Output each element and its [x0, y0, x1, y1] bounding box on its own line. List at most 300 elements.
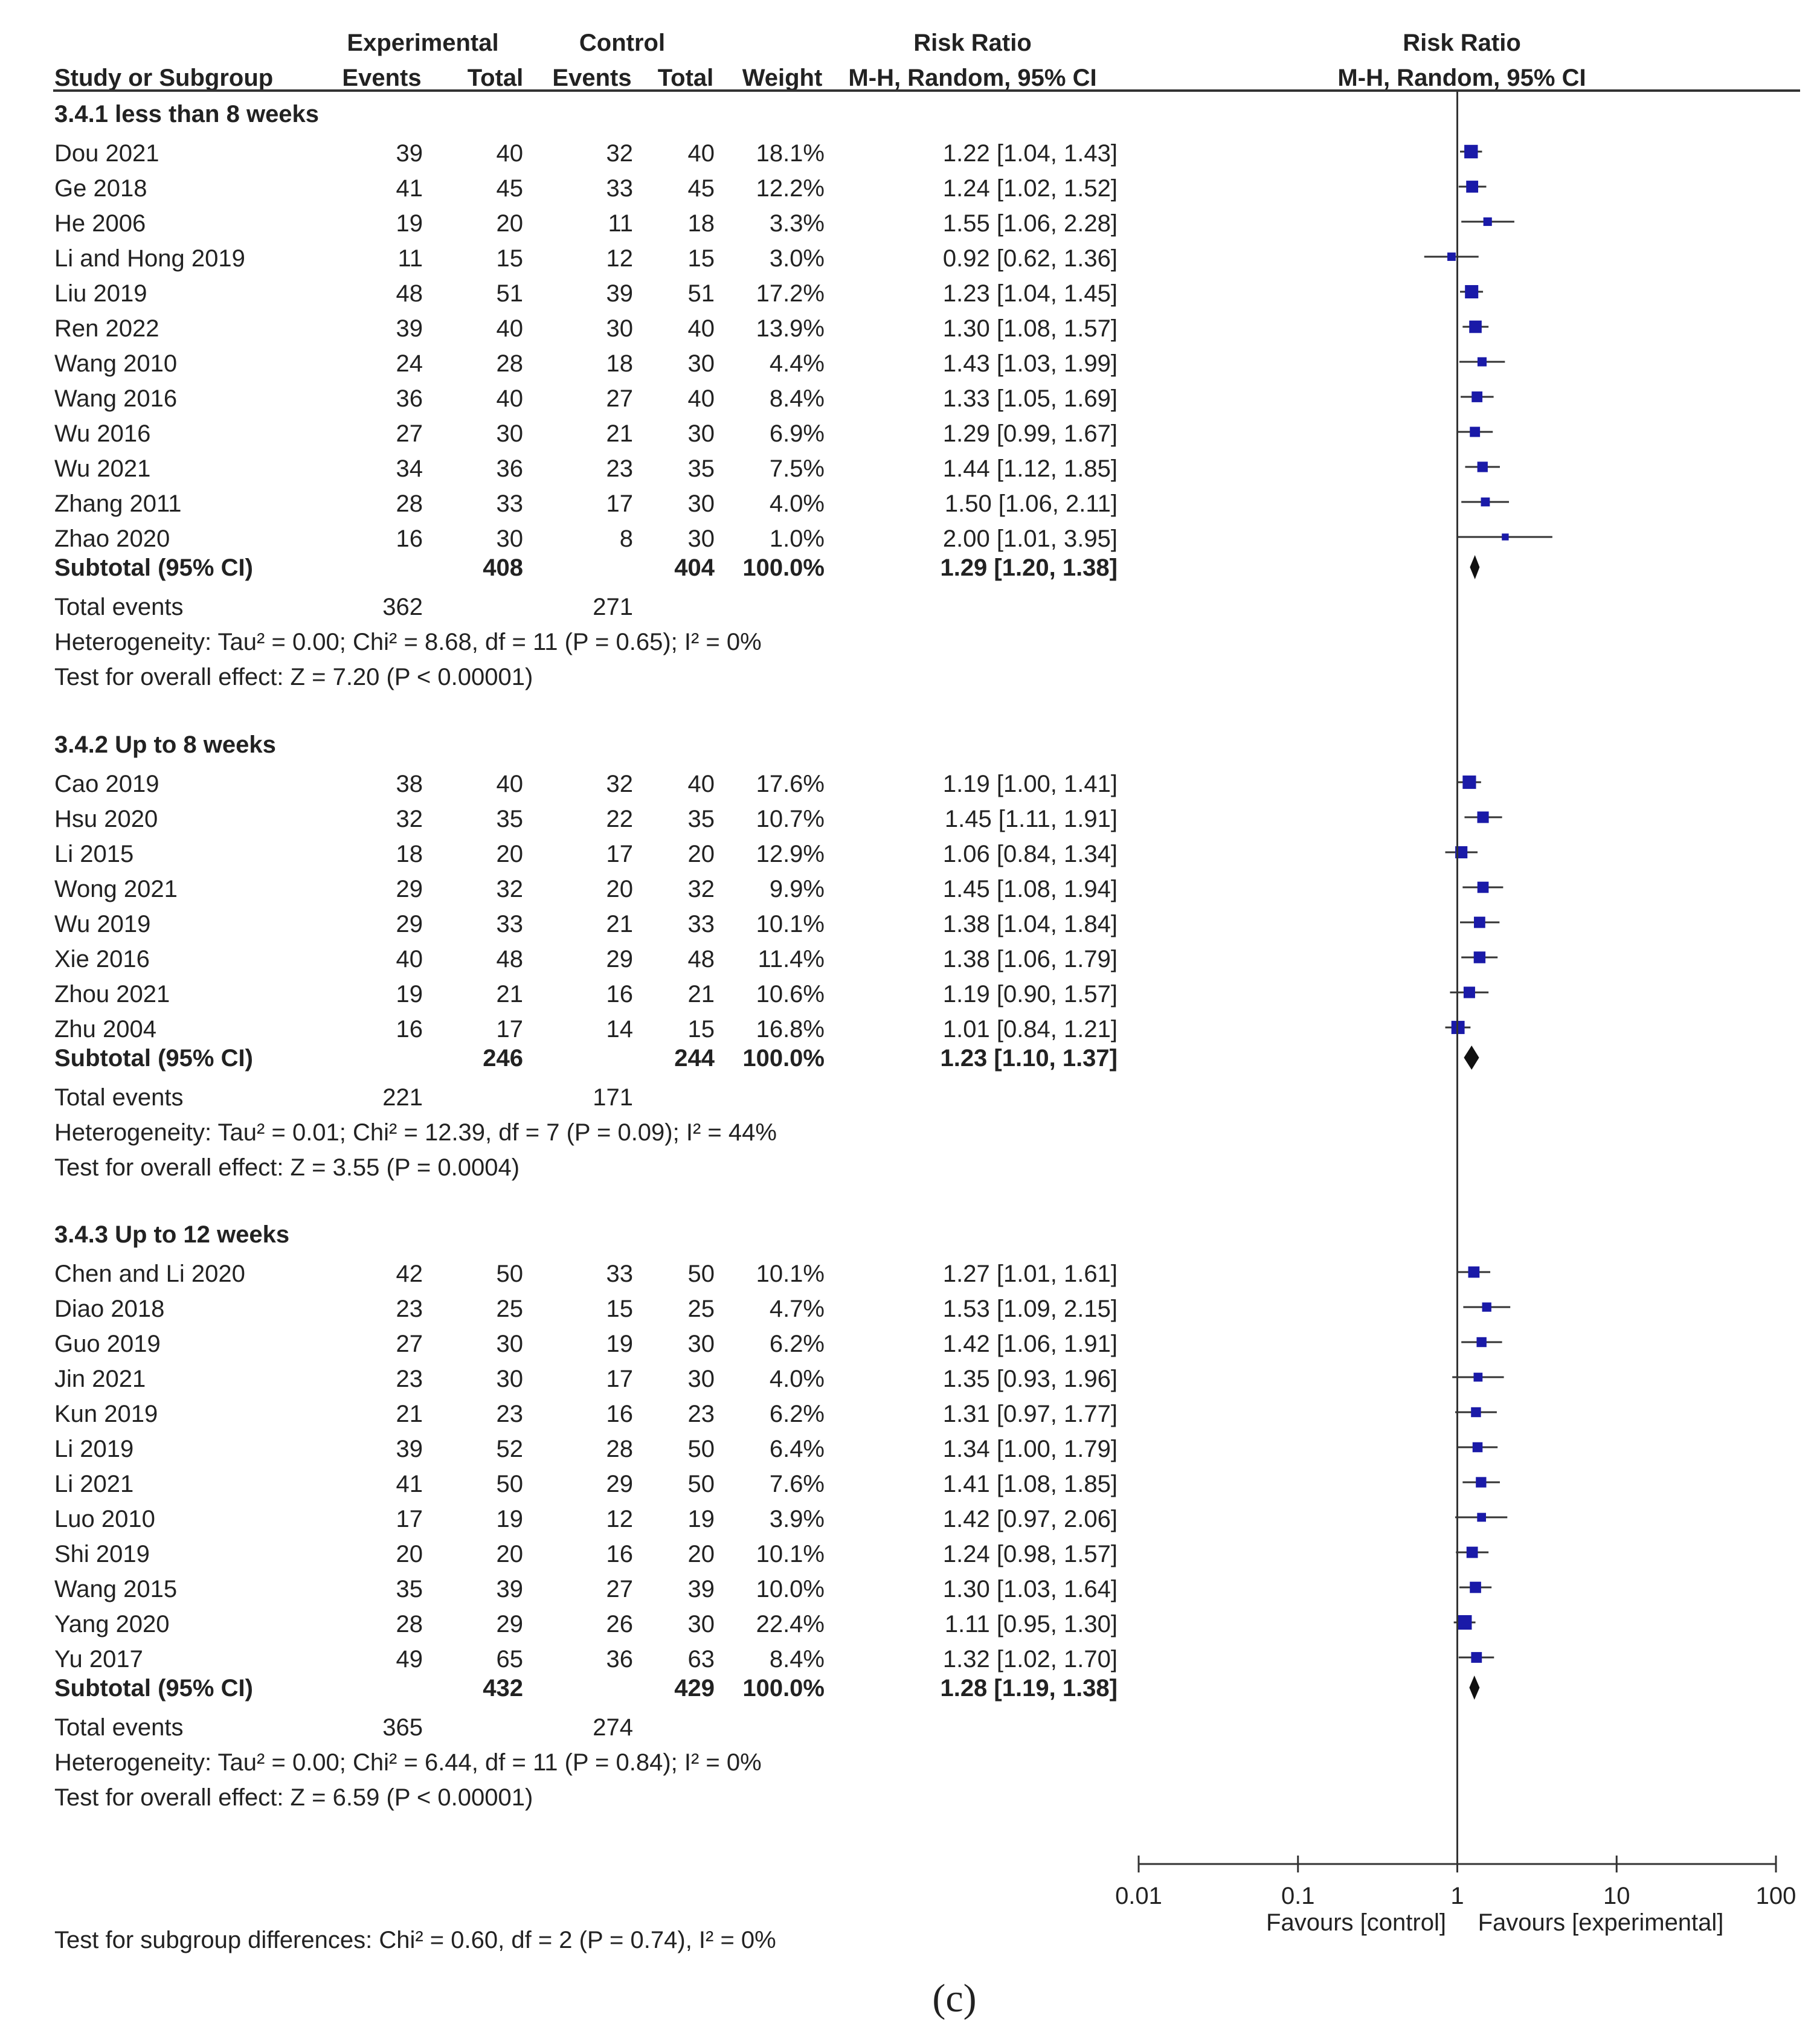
point-estimate-marker [1478, 461, 1488, 472]
exp-total: 21 [496, 981, 523, 1008]
exp-total: 52 [496, 1436, 523, 1462]
exp-total: 17 [496, 1016, 523, 1043]
ctl-events: 14 [606, 1016, 633, 1043]
ctl-events: 32 [606, 771, 633, 797]
exp-events: 35 [396, 1576, 423, 1602]
ci-value: 1.38 [1.06, 1.79] [942, 946, 1118, 972]
ctl-total: 50 [687, 1261, 715, 1287]
exp-total: 29 [496, 1611, 523, 1637]
study-name: Ren 2022 [54, 315, 159, 342]
header-exp-events: Events [342, 65, 422, 91]
ci-value: 1.11 [0.95, 1.30] [944, 1611, 1118, 1637]
weight-value: 11.4% [757, 946, 825, 972]
ci-value: 1.42 [0.97, 2.06] [942, 1506, 1118, 1532]
exp-total: 45 [496, 175, 523, 202]
exp-events: 19 [396, 210, 423, 237]
ci-value: 1.01 [0.84, 1.21] [942, 1016, 1118, 1043]
subtotal-exp-total: 246 [483, 1045, 523, 1072]
figure-caption: (c) [932, 1976, 977, 2020]
exp-events: 39 [396, 140, 423, 167]
ctl-events: 32 [606, 140, 633, 167]
weight-value: 4.7% [769, 1296, 825, 1322]
ci-value: 1.31 [0.97, 1.77] [942, 1401, 1118, 1427]
heterogeneity-text: Heterogeneity: Tau² = 0.01; Chi² = 12.39, df = 7 (P = 0.09); I² = 44% [54, 1119, 777, 1146]
study-name: Liu 2019 [54, 280, 147, 307]
exp-events: 11 [397, 245, 423, 272]
point-estimate-marker [1466, 181, 1478, 193]
subtotal-label: Subtotal (95% CI) [54, 554, 253, 581]
ctl-total: 40 [687, 385, 715, 412]
point-estimate-marker [1447, 252, 1456, 261]
exp-total: 23 [496, 1401, 523, 1427]
ci-value: 1.30 [1.08, 1.57] [942, 315, 1118, 342]
ctl-events: 22 [606, 806, 633, 832]
point-estimate-marker [1471, 1652, 1482, 1663]
header-method-right: M-H, Random, 95% CI [1337, 65, 1586, 91]
total-events-ctl: 271 [593, 594, 633, 620]
exp-total: 32 [496, 876, 523, 902]
point-estimate-marker [1470, 1582, 1481, 1593]
total-events-exp: 365 [382, 1714, 423, 1741]
exp-total: 50 [496, 1471, 523, 1497]
axis-label-experimental: Favours [experimental] [1478, 1909, 1724, 1936]
study-name: Wu 2019 [54, 911, 151, 937]
point-estimate-marker [1478, 357, 1487, 366]
ci-value: 1.24 [0.98, 1.57] [942, 1541, 1118, 1567]
point-estimate-marker [1473, 1442, 1483, 1453]
ctl-events: 12 [606, 245, 633, 272]
weight-value: 16.8% [756, 1016, 825, 1043]
exp-events: 24 [396, 350, 423, 377]
subgroup-title: 3.4.3 Up to 12 weeks [54, 1221, 290, 1248]
ci-value: 1.19 [0.90, 1.57] [942, 981, 1118, 1008]
exp-total: 30 [496, 1366, 523, 1392]
total-events-label: Total events [54, 594, 184, 620]
study-name: Li 2019 [54, 1436, 134, 1462]
weight-value: 10.1% [756, 1261, 825, 1287]
weight-value: 10.1% [756, 911, 825, 937]
header-risk-ratio-left: Risk Ratio [913, 30, 1032, 56]
header-experimental: Experimental [347, 30, 499, 56]
overall-effect-text: Test for overall effect: Z = 7.20 (P < 0.00001) [54, 664, 533, 690]
ctl-events: 21 [606, 911, 633, 937]
exp-total: 40 [496, 771, 523, 797]
ctl-events: 17 [606, 841, 633, 867]
point-estimate-marker [1476, 1337, 1486, 1347]
weight-value: 3.0% [769, 245, 825, 272]
ctl-events: 36 [606, 1646, 633, 1673]
study-name: Zhang 2011 [54, 490, 182, 517]
axis-label-control: Favours [control] [1266, 1909, 1446, 1936]
ctl-events: 12 [606, 1506, 633, 1532]
ctl-total: 30 [687, 420, 715, 447]
study-name: Wang 2015 [54, 1576, 178, 1602]
subtotal-weight: 100.0% [742, 554, 825, 581]
exp-events: 16 [396, 525, 423, 552]
weight-value: 10.0% [756, 1576, 825, 1602]
weight-value: 17.6% [756, 771, 825, 797]
ctl-total: 30 [687, 1611, 715, 1637]
total-events-exp: 362 [382, 594, 423, 620]
ctl-events: 19 [606, 1331, 633, 1357]
ctl-total: 35 [687, 806, 715, 832]
exp-events: 49 [396, 1646, 423, 1673]
ctl-total: 25 [687, 1296, 715, 1322]
ctl-events: 8 [619, 525, 633, 552]
study-name: Yu 2017 [54, 1646, 143, 1673]
ctl-total: 19 [687, 1506, 715, 1532]
subtotal-ctl-total: 429 [674, 1675, 715, 1702]
ctl-events: 28 [606, 1436, 633, 1462]
ctl-events: 16 [606, 1541, 633, 1567]
exp-total: 28 [496, 350, 523, 377]
exp-events: 38 [396, 771, 423, 797]
ci-value: 1.24 [1.02, 1.52] [942, 175, 1118, 202]
exp-events: 18 [396, 841, 423, 867]
study-name: Zhu 2004 [54, 1016, 157, 1043]
ctl-events: 18 [606, 350, 633, 377]
ctl-total: 15 [687, 245, 715, 272]
exp-total: 40 [496, 140, 523, 167]
subtotal-ctl-total: 244 [674, 1045, 715, 1072]
study-name: Dou 2021 [54, 140, 159, 167]
exp-events: 39 [396, 315, 423, 342]
exp-events: 16 [396, 1016, 423, 1043]
exp-events: 42 [396, 1261, 423, 1287]
ci-value: 1.41 [1.08, 1.85] [942, 1471, 1118, 1497]
study-name: Kun 2019 [54, 1401, 158, 1427]
ctl-events: 17 [606, 490, 633, 517]
header-weight: Weight [742, 65, 823, 91]
ctl-total: 21 [687, 981, 715, 1008]
exp-total: 20 [496, 210, 523, 237]
point-estimate-marker [1478, 882, 1489, 893]
point-estimate-marker [1477, 1513, 1486, 1522]
ctl-events: 21 [606, 420, 633, 447]
heterogeneity-text: Heterogeneity: Tau² = 0.00; Chi² = 8.68, df = 11 (P = 0.65); I² = 0% [54, 629, 762, 655]
ci-value: 1.33 [1.05, 1.69] [942, 385, 1118, 412]
point-estimate-marker [1482, 1302, 1491, 1311]
ctl-total: 48 [687, 946, 715, 972]
study-name: Hsu 2020 [54, 806, 158, 832]
exp-events: 41 [396, 1471, 423, 1497]
pooled-estimate-diamond [1469, 1676, 1479, 1700]
x-axis [1115, 91, 1796, 1909]
header-method-left: M-H, Random, 95% CI [848, 65, 1097, 91]
heterogeneity-text: Heterogeneity: Tau² = 0.00; Chi² = 6.44, df = 11 (P = 0.84); I² = 0% [54, 1749, 762, 1776]
weight-value: 4.0% [769, 1366, 825, 1392]
ctl-events: 11 [608, 210, 633, 237]
exp-total: 33 [496, 911, 523, 937]
study-name: Jin 2021 [54, 1366, 146, 1392]
header-risk-ratio-right: Risk Ratio [1403, 30, 1521, 56]
subtotal-label: Subtotal (95% CI) [54, 1045, 253, 1072]
weight-value: 10.6% [756, 981, 825, 1008]
subgroup-title: 3.4.2 Up to 8 weeks [54, 731, 276, 758]
exp-events: 27 [396, 1331, 423, 1357]
ci-value: 1.44 [1.12, 1.85] [942, 455, 1118, 482]
ctl-total: 20 [687, 1541, 715, 1567]
study-name: Shi 2019 [54, 1541, 150, 1567]
ctl-events: 29 [606, 946, 633, 972]
study-name: Yang 2020 [54, 1611, 170, 1637]
ctl-events: 27 [606, 385, 633, 412]
overall-effect-text: Test for overall effect: Z = 3.55 (P = 0.0004) [54, 1154, 520, 1181]
table-rows [54, 101, 1118, 1811]
x-tick-label: 0.01 [1115, 1883, 1162, 1909]
exp-total: 20 [496, 1541, 523, 1567]
weight-value: 22.4% [756, 1611, 825, 1637]
ctl-events: 15 [606, 1296, 633, 1322]
point-estimate-marker [1471, 1407, 1481, 1417]
header-exp-total: Total [467, 65, 524, 91]
weight-value: 18.1% [756, 140, 825, 167]
exp-total: 30 [496, 1331, 523, 1357]
exp-total: 48 [496, 946, 523, 972]
x-tick-label: 10 [1603, 1883, 1630, 1909]
subtotal-ci: 1.28 [1.19, 1.38] [940, 1675, 1118, 1702]
ctl-total: 23 [687, 1401, 715, 1427]
x-tick-label: 100 [1755, 1883, 1796, 1909]
study-name: He 2006 [54, 210, 146, 237]
weight-value: 6.2% [769, 1401, 825, 1427]
ctl-events: 16 [606, 981, 633, 1008]
exp-total: 15 [496, 245, 523, 272]
exp-total: 35 [496, 806, 523, 832]
header-control: Control [579, 30, 666, 56]
ci-value: 1.35 [0.93, 1.96] [942, 1366, 1118, 1392]
study-name: Wong 2021 [54, 876, 178, 902]
weight-value: 12.9% [756, 841, 825, 867]
ci-value: 1.19 [1.00, 1.41] [942, 771, 1118, 797]
study-name: Luo 2010 [54, 1506, 155, 1532]
ci-value: 1.43 [1.03, 1.99] [942, 350, 1118, 377]
point-estimate-marker [1481, 498, 1490, 507]
header-study: Study or Subgroup [54, 65, 274, 91]
ctl-events: 26 [606, 1611, 633, 1637]
subtotal-ci: 1.23 [1.10, 1.37] [940, 1045, 1118, 1072]
weight-value: 12.2% [756, 175, 825, 202]
exp-total: 30 [496, 420, 523, 447]
exp-total: 40 [496, 385, 523, 412]
ctl-total: 30 [687, 1366, 715, 1392]
overall-effect-text: Test for overall effect: Z = 6.59 (P < 0.00001) [54, 1784, 533, 1811]
pooled-estimate-diamond [1470, 555, 1479, 579]
ctl-events: 33 [606, 1261, 633, 1287]
ci-value: 2.00 [1.01, 3.95] [942, 525, 1118, 552]
subtotal-ctl-total: 404 [674, 554, 715, 581]
weight-value: 8.4% [769, 385, 825, 412]
point-estimate-marker [1474, 917, 1485, 928]
weight-value: 8.4% [769, 1646, 825, 1673]
weight-value: 7.6% [769, 1471, 825, 1497]
ctl-total: 18 [687, 210, 715, 237]
x-tick-label: 1 [1450, 1883, 1464, 1909]
exp-events: 28 [396, 490, 423, 517]
exp-total: 65 [496, 1646, 523, 1673]
ci-value: 1.32 [1.02, 1.70] [942, 1646, 1118, 1673]
exp-total: 25 [496, 1296, 523, 1322]
subtotal-label: Subtotal (95% CI) [54, 1675, 253, 1702]
ctl-total: 33 [687, 911, 715, 937]
exp-events: 20 [396, 1541, 423, 1567]
x-tick-label: 0.1 [1281, 1883, 1315, 1909]
ctl-total: 40 [687, 315, 715, 342]
exp-events: 17 [396, 1506, 423, 1532]
total-events-exp: 221 [382, 1084, 423, 1111]
exp-events: 34 [396, 455, 423, 482]
ctl-total: 32 [687, 876, 715, 902]
ctl-total: 15 [687, 1016, 715, 1043]
study-name: Ge 2018 [54, 175, 147, 202]
ci-value: 1.22 [1.04, 1.43] [942, 140, 1118, 167]
weight-value: 10.1% [756, 1541, 825, 1567]
exp-events: 36 [396, 385, 423, 412]
pooled-estimate-diamond [1464, 1046, 1479, 1070]
point-estimate-marker [1467, 1547, 1478, 1558]
ci-value: 1.55 [1.06, 2.28] [942, 210, 1118, 237]
study-name: Wu 2021 [54, 455, 151, 482]
ctl-events: 30 [606, 315, 633, 342]
subgroup-title: 3.4.1 less than 8 weeks [54, 101, 320, 127]
ctl-total: 35 [687, 455, 715, 482]
exp-events: 23 [396, 1296, 423, 1322]
study-name: Wang 2010 [54, 350, 178, 377]
header-ctl-total: Total [657, 65, 714, 91]
ci-value: 1.42 [1.06, 1.91] [942, 1331, 1118, 1357]
weight-value: 1.0% [769, 525, 825, 552]
subtotal-weight: 100.0% [742, 1045, 825, 1072]
subtotal-exp-total: 432 [483, 1675, 523, 1702]
exp-total: 33 [496, 490, 523, 517]
ci-value: 1.29 [0.99, 1.67] [942, 420, 1118, 447]
study-name: Li 2015 [54, 841, 134, 867]
exp-events: 23 [396, 1366, 423, 1392]
point-estimate-marker [1469, 321, 1482, 333]
ctl-total: 51 [687, 280, 715, 307]
ctl-total: 39 [687, 1576, 715, 1602]
exp-total: 30 [496, 525, 523, 552]
ctl-total: 45 [687, 175, 715, 202]
study-name: Chen and Li 2020 [54, 1261, 245, 1287]
exp-events: 21 [396, 1401, 423, 1427]
ci-value: 1.38 [1.04, 1.84] [942, 911, 1118, 937]
exp-events: 39 [396, 1436, 423, 1462]
ci-value: 1.27 [1.01, 1.61] [942, 1261, 1118, 1287]
weight-value: 6.2% [769, 1331, 825, 1357]
ci-value: 1.06 [0.84, 1.34] [942, 841, 1118, 867]
subtotal-exp-total: 408 [483, 554, 523, 581]
study-name: Cao 2019 [54, 771, 159, 797]
ci-value: 1.34 [1.00, 1.79] [942, 1436, 1118, 1462]
ctl-total: 20 [687, 841, 715, 867]
total-events-label: Total events [54, 1714, 184, 1741]
ctl-total: 30 [687, 490, 715, 517]
ci-value: 1.53 [1.09, 2.15] [942, 1296, 1118, 1322]
ctl-events: 29 [606, 1471, 633, 1497]
ci-value: 1.45 [1.11, 1.91] [944, 806, 1118, 832]
ctl-events: 39 [606, 280, 633, 307]
study-name: Wu 2016 [54, 420, 151, 447]
point-estimate-marker [1464, 145, 1478, 158]
point-estimate-marker [1465, 285, 1478, 298]
subtotal-weight: 100.0% [742, 1675, 825, 1702]
weight-value: 4.0% [769, 490, 825, 517]
forest-marks [1424, 145, 1552, 1700]
exp-events: 19 [396, 981, 423, 1008]
exp-total: 40 [496, 315, 523, 342]
weight-value: 10.7% [756, 806, 825, 832]
weight-value: 7.5% [769, 455, 825, 482]
exp-total: 19 [496, 1506, 523, 1532]
ctl-total: 30 [687, 350, 715, 377]
weight-value: 9.9% [769, 876, 825, 902]
point-estimate-marker [1471, 391, 1482, 402]
exp-events: 40 [396, 946, 423, 972]
weight-value: 17.2% [756, 280, 825, 307]
ctl-events: 17 [606, 1366, 633, 1392]
ctl-total: 63 [687, 1646, 715, 1673]
ctl-events: 33 [606, 175, 633, 202]
point-estimate-marker [1502, 533, 1508, 540]
exp-events: 29 [396, 911, 423, 937]
exp-events: 27 [396, 420, 423, 447]
study-name: Li 2021 [54, 1471, 134, 1497]
point-estimate-marker [1476, 1477, 1486, 1487]
ctl-total: 30 [687, 1331, 715, 1357]
point-estimate-marker [1478, 811, 1489, 823]
point-estimate-marker [1473, 1373, 1482, 1382]
header-ctl-events: Events [552, 65, 632, 91]
point-estimate-marker [1457, 1615, 1471, 1630]
study-name: Xie 2016 [54, 946, 150, 972]
ci-value: 1.23 [1.04, 1.45] [942, 280, 1118, 307]
weight-value: 4.4% [769, 350, 825, 377]
weight-value: 3.3% [769, 210, 825, 237]
exp-events: 29 [396, 876, 423, 902]
study-name: Wang 2016 [54, 385, 178, 412]
point-estimate-marker [1464, 986, 1475, 998]
exp-total: 39 [496, 1576, 523, 1602]
total-events-ctl: 274 [593, 1714, 633, 1741]
point-estimate-marker [1468, 1267, 1480, 1278]
ctl-events: 20 [606, 876, 633, 902]
weight-value: 13.9% [756, 315, 825, 342]
ctl-total: 40 [687, 771, 715, 797]
weight-value: 6.4% [769, 1436, 825, 1462]
subgroup-differences-test: Test for subgroup differences: Chi² = 0.60, df = 2 (P = 0.74), I² = 0% [54, 1927, 776, 1953]
ctl-total: 40 [687, 140, 715, 167]
study-name: Li and Hong 2019 [54, 245, 245, 272]
exp-events: 28 [396, 1611, 423, 1637]
study-name: Diao 2018 [54, 1296, 165, 1322]
ctl-events: 16 [606, 1401, 633, 1427]
ci-value: 0.92 [0.62, 1.36] [942, 245, 1118, 272]
total-events-label: Total events [54, 1084, 184, 1111]
study-name: Zhou 2021 [54, 981, 170, 1008]
exp-events: 48 [396, 280, 423, 307]
ctl-events: 23 [606, 455, 633, 482]
study-name: Zhao 2020 [54, 525, 170, 552]
exp-total: 20 [496, 841, 523, 867]
subtotal-ci: 1.29 [1.20, 1.38] [940, 554, 1118, 581]
point-estimate-marker [1474, 951, 1485, 963]
exp-total: 51 [496, 280, 523, 307]
ci-value: 1.50 [1.06, 2.11] [944, 490, 1118, 517]
exp-events: 41 [396, 175, 423, 202]
exp-total: 36 [496, 455, 523, 482]
ctl-total: 30 [687, 525, 715, 552]
